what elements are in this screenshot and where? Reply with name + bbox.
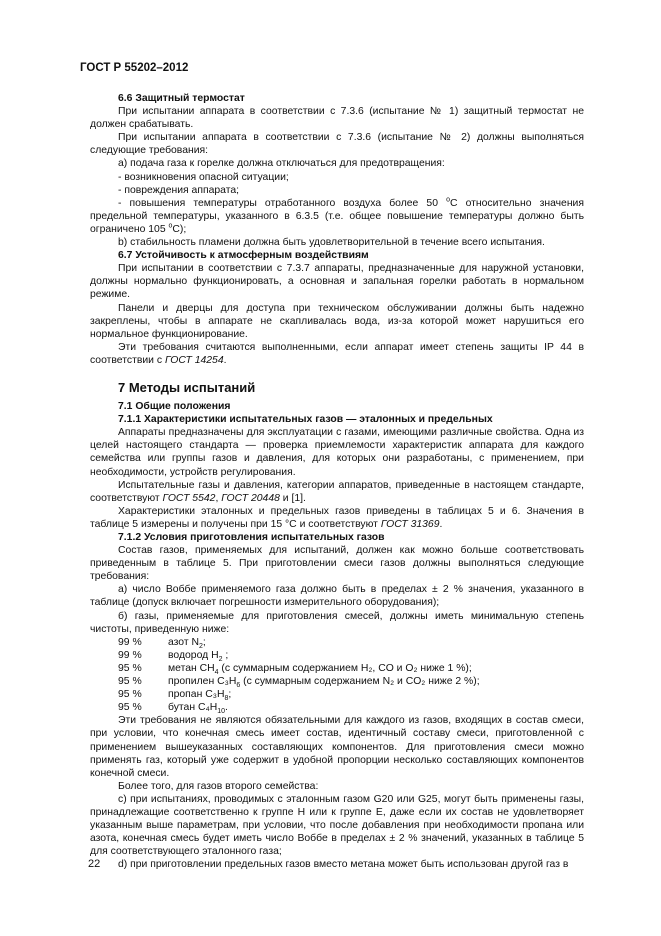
list-item: а) подача газа к горелке должна отключаться для предотвращения: — [118, 158, 445, 170]
list-item: б) газы, применяемые для приготовления смесей, должны иметь минимальную степень чистоты, приведенную ниже: — [90, 610, 584, 635]
text-run: С относительно значения предельной температуры, указанного в 6.3.5 (т.е. общее повышение температуры должно быть ограничено 105 — [90, 197, 584, 235]
gas-name: метан CH — [168, 662, 215, 674]
list-item: - повреждения аппарата; — [118, 184, 240, 196]
gas — [168, 701, 228, 714]
superscript: о — [168, 222, 173, 230]
gas — [168, 636, 206, 649]
list-item: d) при приготовлении предельных газов вместо метана может быть использован другой газ в — [118, 859, 569, 871]
gas-row — [90, 636, 584, 649]
gas — [168, 675, 480, 688]
section-7-1-1-title: 7.1.1 Характеристики испытательных газов — эталонных и предельных — [118, 414, 493, 426]
text-run: Испытательные газы и давления, категории аппаратов, приведенные в настоящем стандарте, соответствуют — [90, 479, 584, 504]
gas-note: ; — [228, 689, 232, 701]
purity: 95 % — [118, 702, 142, 714]
section-7-1-2-title: 7.1.2 Условия приготовления испытательных газов — [118, 532, 385, 543]
standard-reference: ГОСТ 20448 — [221, 492, 280, 504]
standard-reference: ГОСТ 5542 — [162, 492, 216, 504]
gas-purity-list — [90, 636, 584, 715]
gas-note: (с суммарным содержанием N₂ и CO₂ ниже 2 %); — [240, 676, 480, 688]
paragraph: Более того, для газов второго семейства: — [118, 780, 319, 792]
purity: 95 % — [118, 676, 142, 688]
gas — [168, 688, 231, 701]
purity: 99 % — [118, 636, 142, 648]
gas — [168, 649, 228, 662]
paragraph: Состав газов, применяемых для испытаний, должен как можно больше соответствовать приведенным в таблице 5. При приготовлении смеси газов должны выполняться следующие требования: — [90, 545, 584, 583]
gas — [168, 662, 472, 675]
gas-name: пропилен C₃H — [168, 676, 237, 688]
list-item — [90, 197, 584, 236]
section-7-title: 7 Методы испытаний — [118, 379, 256, 395]
gas-name: водород H — [168, 649, 219, 661]
gas-note: ; — [222, 649, 229, 661]
subscript: 10 — [217, 708, 226, 716]
subscript: 8 — [224, 695, 229, 703]
paragraph: При испытании в соответствии с 7.3.7 аппараты, предназначенные для наружной установки, должны нормально функционировать, а основная и запальная горелки работать в нормальном режиме. — [90, 263, 584, 301]
section-7-1-title: 7.1 Общие положения — [118, 401, 231, 413]
gas-row — [90, 675, 584, 688]
text-run: Характеристики эталонных и предельных газов приведены в таблицах 5 и 6. Значения в таблице 5 измерены и получены при 15 °С и соответствуют — [90, 505, 584, 530]
standard-reference: ГОСТ 31369 — [380, 518, 440, 530]
paragraph: При испытании аппарата в соответствии с 7.3.6 (испытание № 2) должны выполняться следующие требования: — [90, 132, 584, 157]
subscript: 2 — [199, 642, 203, 650]
gas-note: (с суммарным содержанием H₂, CO и O₂ ниже 1 %); — [218, 662, 472, 674]
list-item: с) при испытаниях, проводимых с эталонным газом G20 или G25, могут быть применены газы, принадлежащие соответственно к группе H или к группе E, даже если их состав не удовлетворяет указанным выше параметрам, при условии, что после добавления при необходимости пропана или азота, конечная смесь будет иметь число Воббе в пределах ± 2 % значений, указанных в таблице 5 для соответствующего эталонного газа; — [90, 793, 584, 858]
subscript: 6 — [236, 682, 241, 690]
gas-row — [90, 688, 584, 701]
subscript: 2 — [218, 655, 223, 663]
gas-row — [90, 649, 584, 662]
paragraph: Аппараты предназначены для эксплуатации с газами, имеющими различные свойства. Одна из целей настоящего стандарта — проверка приемлемости характеристик аппарата для каждого семейства или группы газов и давления, для которых они разработаны, с применением, при необходимости, устройств регулирования. — [90, 427, 584, 478]
text-run: - повышения температуры отработанного воздуха более 50 — [118, 197, 447, 209]
text-run: . — [439, 518, 443, 530]
paragraph: Панели и дверцы для доступа при техническом обслуживании должны быть надежно закреплены, чтобы в аппарате не скапливалась вода, из-за которой может нарушиться его нормальное функционирование. — [90, 302, 584, 340]
paragraph: Эти требования не являются обязательными для каждого из газов, входящих в состав смеси, при условии, что конечная смесь имеет состав, идентичный составу смеси, приготовленной с применением вышеуказанных составляющих компонентов. Для приготовления смеси можно применять газ, который уже содержит в удобной пропорции несколько составляющих компонентов конечной смеси. — [90, 715, 584, 779]
gas-note: ; — [202, 636, 206, 648]
purity: 95 % — [118, 689, 142, 701]
standard-header: ГОСТ Р 55202–2012 — [80, 62, 189, 74]
standard-reference: ГОСТ 14254 — [164, 354, 224, 366]
purity: 99 % — [118, 649, 142, 661]
page-number: 22 — [88, 858, 101, 870]
text-run: , — [215, 492, 222, 504]
list-item: а) число Воббе применяемого газа должно быть в пределах ± 2 % значения, указанного в таблице (допуск включает погрешности измерительного оборудования); — [90, 584, 584, 609]
section-6-7-title: 6.7 Устойчивость к атмосферным воздействиям — [118, 250, 369, 262]
gas-name: азот N — [168, 636, 200, 648]
list-item: - возникновения опасной ситуации; — [118, 171, 289, 183]
document-body — [90, 92, 584, 871]
list-item: b) стабильность пламени должна быть удовлетворительной в течение всего испытания. — [118, 237, 545, 249]
gas-name: пропан C₃H — [168, 689, 225, 701]
gas-name: бутан C₄H — [168, 702, 218, 714]
text-run: Эти требования считаются выполненными, если аппарат имеет степень защиты IP 44 в соответствии с — [90, 341, 584, 366]
text-run: и [1]. — [279, 492, 306, 504]
purity: 95 % — [118, 662, 142, 674]
gas-note: . — [225, 702, 228, 714]
paragraph — [90, 341, 584, 367]
text-run: . — [223, 354, 227, 366]
subscript: 4 — [214, 669, 219, 677]
text-run: С); — [172, 223, 187, 235]
superscript: о — [446, 196, 450, 204]
gas-row — [90, 662, 584, 675]
paragraph — [90, 505, 584, 531]
gas-row — [90, 701, 584, 714]
section-6-6-title: 6.6 Защитный термостат — [118, 93, 245, 104]
paragraph — [90, 479, 584, 505]
paragraph: При испытании аппарата в соответствии с 7.3.6 (испытание № 1) защитный термостат не должен срабатывать. — [90, 106, 584, 131]
